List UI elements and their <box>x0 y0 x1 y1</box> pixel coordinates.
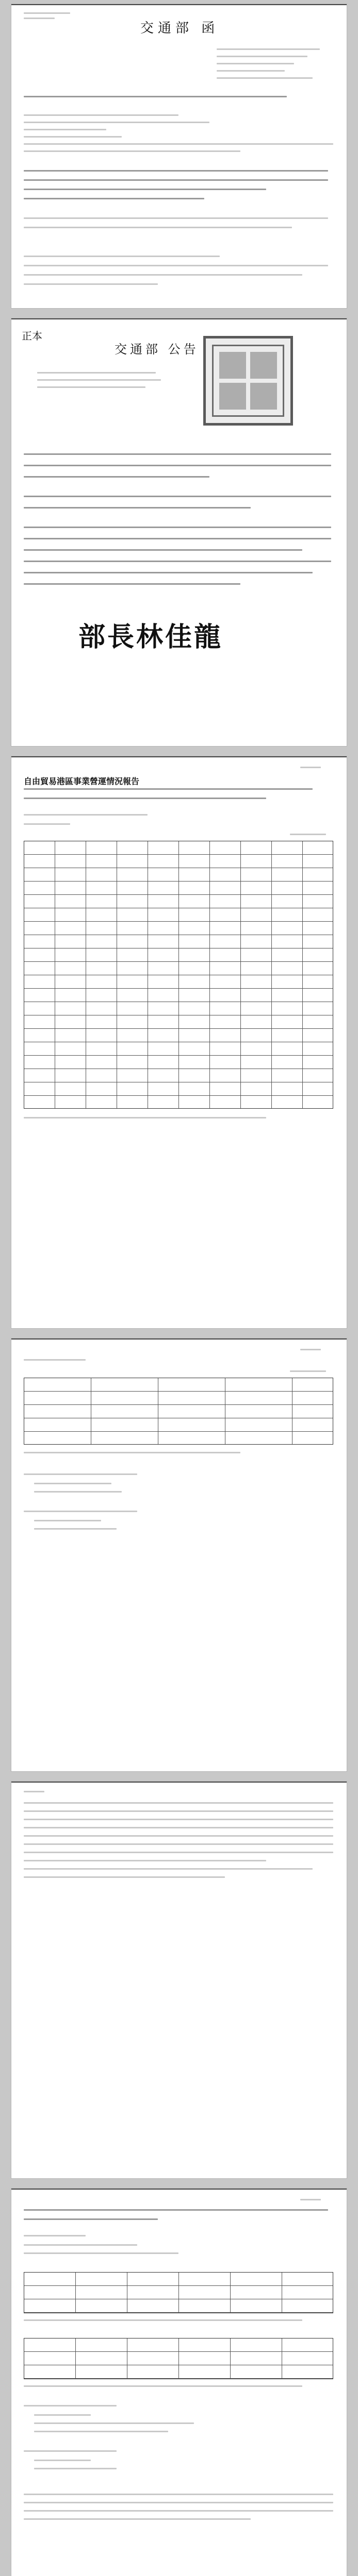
attachment-line <box>37 386 145 388</box>
form-title-line <box>24 2218 158 2220</box>
address-line <box>217 56 307 57</box>
page-edge <box>11 4 347 5</box>
section-heading <box>24 1473 137 1475</box>
basis-line <box>24 496 331 497</box>
page-form-continued <box>11 1338 347 1771</box>
speed-line <box>24 129 106 130</box>
copy-to-line <box>24 274 302 276</box>
checkbox-option-line <box>34 1483 111 1484</box>
section-heading <box>24 2405 117 2406</box>
instructions-line <box>24 2518 251 2520</box>
announcement-item-line <box>24 538 331 539</box>
announcement-item-line <box>24 527 331 528</box>
contact-line <box>217 77 313 79</box>
field-line <box>24 2252 178 2254</box>
table-note-line <box>24 2319 302 2321</box>
instructions-line <box>24 1827 333 1828</box>
form-code <box>300 1349 321 1350</box>
instructions-line <box>24 2510 333 2512</box>
subject-line <box>24 453 331 455</box>
page-edge <box>11 318 347 319</box>
announcement-item-line <box>24 561 331 562</box>
checkbox-option-line <box>34 2431 168 2432</box>
page-announcement <box>11 318 347 746</box>
announcement-item-line <box>24 572 313 573</box>
page-edge <box>11 756 347 757</box>
subject-line <box>24 179 328 181</box>
contact-line <box>217 63 294 64</box>
section-heading <box>24 2235 86 2236</box>
checkbox-option-line <box>34 2460 91 2461</box>
page-report-form <box>11 756 347 1328</box>
recipient-line <box>24 96 287 97</box>
checkbox-option-line <box>34 1491 122 1493</box>
subject-line <box>24 170 328 172</box>
copy-label: 正本 <box>22 330 42 342</box>
page-edge <box>11 1338 347 1340</box>
instructions-line <box>24 1802 333 1804</box>
page-edge <box>11 1782 347 1783</box>
security-line <box>24 136 122 138</box>
section-heading <box>24 2450 117 2452</box>
checkbox-option-line <box>34 1528 117 1530</box>
copy-to-line <box>24 283 158 285</box>
section-heading <box>24 1359 86 1361</box>
checkbox-option-line <box>34 2422 194 2424</box>
publication-number-line <box>37 379 161 381</box>
form-title-line <box>24 798 266 799</box>
attachment-line <box>24 150 240 152</box>
letter-agency-title: 交通部 函 <box>140 21 219 36</box>
instructions-line <box>24 1843 333 1845</box>
instructions-heading <box>24 1791 44 1792</box>
unit-label <box>290 1370 326 1372</box>
instructions-line <box>24 1876 225 1878</box>
section-heading <box>24 1511 137 1512</box>
page-form-section-1 <box>11 2189 347 2576</box>
instructions-line <box>24 2494 333 2495</box>
section-heading <box>24 814 148 816</box>
instructions-line <box>24 1810 333 1812</box>
page-edge <box>11 2189 347 2190</box>
dispatch-number-line <box>24 122 209 123</box>
copy-to-line <box>24 256 220 257</box>
address-line <box>217 48 320 50</box>
instructions-line <box>24 1868 313 1870</box>
archive-number <box>24 12 70 14</box>
page-instructions <box>11 1782 347 2178</box>
operation-summary-table-1 <box>24 2272 333 2313</box>
instructions-line <box>24 1860 266 1861</box>
announcement-agency-title: 交通部 公告 <box>115 342 199 357</box>
dispatch-date-line <box>24 114 178 116</box>
subject-line <box>24 189 266 190</box>
import-export-table <box>24 1378 333 1445</box>
official-seal <box>203 336 293 426</box>
table-note-line <box>24 1452 240 1453</box>
subject-line <box>24 476 209 478</box>
body-line <box>24 217 328 219</box>
file-number <box>24 18 55 19</box>
minister-signature: 部長林佳龍 <box>78 621 223 653</box>
instructions-line <box>24 2502 333 2503</box>
subject-line <box>24 198 204 199</box>
checkbox-option-line <box>34 2468 117 2469</box>
business-revenue-table <box>24 841 333 1109</box>
section-subheading <box>24 823 70 825</box>
field-line <box>24 2244 137 2246</box>
announcement-item-line <box>24 549 302 551</box>
checkbox-option-line <box>34 2414 91 2416</box>
page-letter <box>11 4 347 308</box>
subject-line <box>24 465 331 466</box>
publication-date-line <box>37 372 156 374</box>
table-note-line <box>24 1117 266 1118</box>
instructions-line <box>24 1835 333 1837</box>
attachment-line <box>24 143 333 145</box>
contact-line <box>217 70 285 72</box>
copy-to-line <box>24 265 328 266</box>
form-title-line <box>24 2209 328 2211</box>
announcement-item-line <box>24 583 240 585</box>
form-title: 自由貿易港區事業營運情況報告 <box>24 776 140 786</box>
form-code <box>300 2199 321 2200</box>
checkbox-option-line <box>34 1520 101 1521</box>
operation-summary-table-2 <box>24 2338 333 2379</box>
instructions-line <box>24 1852 333 1853</box>
form-code <box>300 767 321 768</box>
form-title-line <box>24 788 313 790</box>
seal-characters <box>219 352 277 410</box>
basis-line <box>24 507 251 509</box>
body-line <box>24 227 292 228</box>
instructions-line <box>24 1819 333 1820</box>
table-note-line <box>24 2385 302 2387</box>
unit-label <box>290 834 326 835</box>
